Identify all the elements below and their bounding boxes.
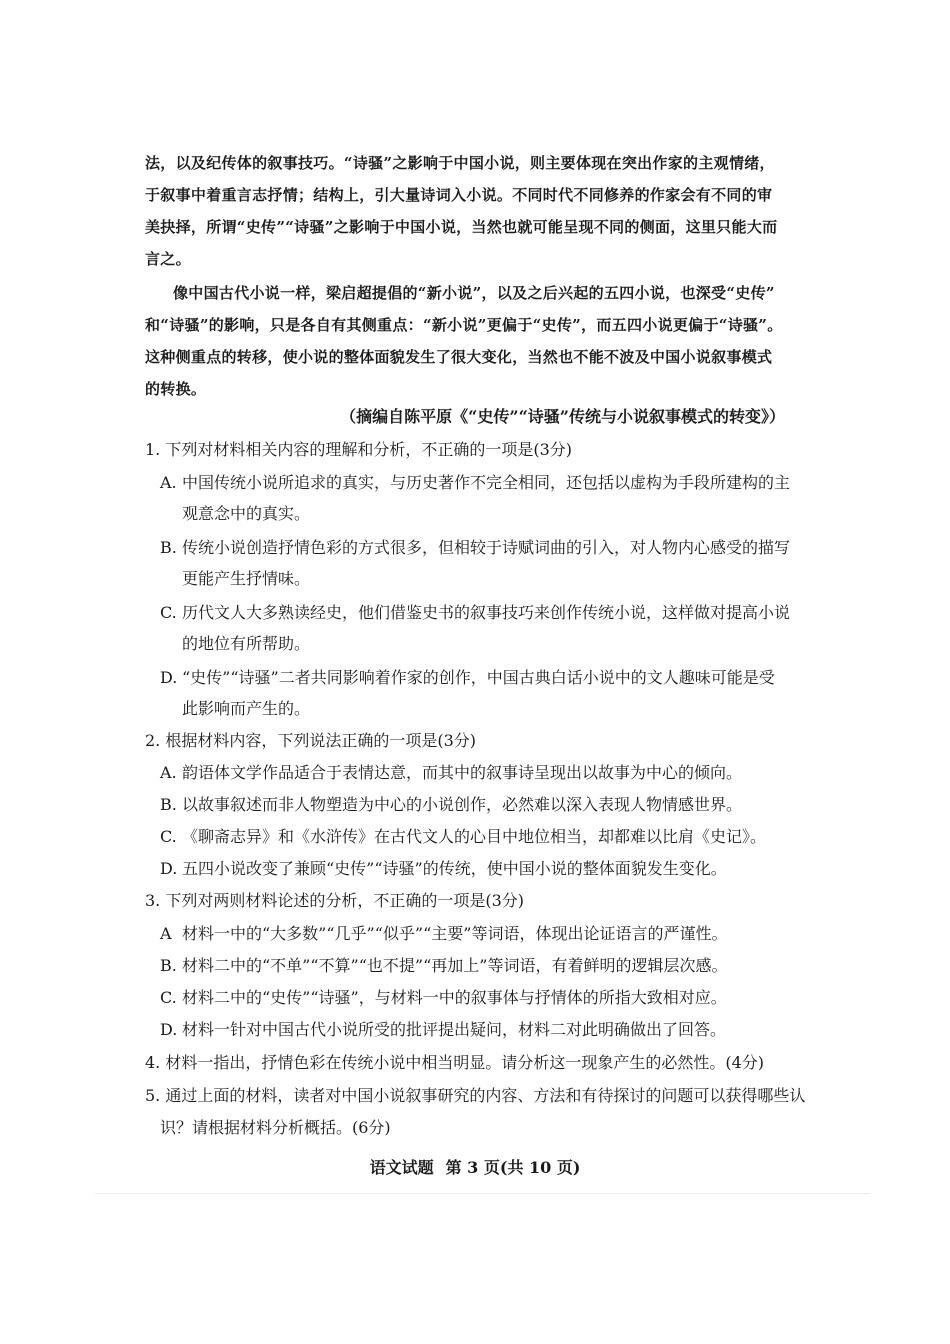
question-3-option-c xyxy=(160,985,790,1008)
question-1-stem: 1. 下列对材料相关内容的理解和分析，不正确的一项是(3分) xyxy=(145,440,573,459)
question-3-option-d xyxy=(160,1017,790,1040)
option-text: 材料一中的“大多数”“几乎”“似乎”“主要”等词语，体现出论证语言的严谨性。 xyxy=(182,924,728,943)
option-text-cont: 观意念中的真实。 xyxy=(182,504,311,523)
option-letter: A. xyxy=(160,763,177,782)
option-text: 以故事叙述而非人物塑造为中心的小说创作，必然难以深入表现人物情感世界。 xyxy=(182,795,743,814)
question-3-option-b xyxy=(160,953,790,976)
option-text: 韵语体文学作品适合于表情达意，而其中的叙事诗呈现出以故事为中心的倾向。 xyxy=(182,763,743,782)
option-letter: D. xyxy=(160,668,178,687)
question-3-stem: 3. 下列对两则材料论述的分析，不正确的一项是(3分) xyxy=(145,891,525,910)
passage-line: 言之。 xyxy=(145,250,191,268)
question-5-stem: 5. 通过上面的材料，读者对中国小说叙事研究的内容、方法和有待探讨的问题可以获得哪些认 xyxy=(145,1086,806,1105)
question-5-stem-cont: 识？请根据材料分析概括。(6分) xyxy=(160,1118,391,1137)
option-letter: C. xyxy=(160,603,177,622)
question-4-stem: 4. 材料一指出，抒情色彩在传统小说中相当明显。请分析这一现象产生的必然性。(4分) xyxy=(145,1053,765,1072)
option-text: 五四小说改变了兼顾“史传”“诗骚”的传统，使中国小说的整体面貌发生变化。 xyxy=(182,859,727,878)
footer-subject: 语文试题 xyxy=(369,1158,434,1177)
passage-line: 这种侧重点的转移，使小说的整体面貌发生了很大变化，当然也不能不波及中国小说叙事模式 xyxy=(145,348,773,366)
passage-line: 的转换。 xyxy=(145,380,207,398)
question-2-option-c xyxy=(160,824,790,847)
option-letter: A xyxy=(160,924,172,943)
option-text-cont: 的地位有所帮助。 xyxy=(182,634,311,653)
option-text-cont: 更能产生抒情味。 xyxy=(182,569,311,588)
option-letter: A. xyxy=(160,473,177,492)
question-3-option-a xyxy=(160,921,790,944)
passage-source: （摘编自陈平原《“史传”“诗骚”传统与小说叙事模式的转变》） xyxy=(340,407,785,426)
question-1-option-b xyxy=(160,535,790,558)
page-divider xyxy=(95,1193,870,1194)
option-letter: C. xyxy=(160,988,177,1007)
passage-line: 于叙事中着重言志抒情；结构上，引大量诗词入小说。不同时代不同修养的作家会有不同的审 xyxy=(145,186,773,204)
passage-line: 像中国古代小说一样，梁启超提倡的“新小说”，以及之后兴起的五四小说，也深受“史传” xyxy=(173,284,775,302)
option-letter: D. xyxy=(160,859,178,878)
question-2-option-a xyxy=(160,760,790,783)
option-letter: D. xyxy=(160,1020,178,1039)
option-text: 历代文人大多熟读经史，他们借鉴史书的叙事技巧来创作传统小说，这样做对提高小说 xyxy=(182,603,791,622)
option-text: 传统小说创造抒情色彩的方式很多，但相较于诗赋词曲的引入，对人物内心感受的描写 xyxy=(182,538,791,557)
option-letter: C. xyxy=(160,827,177,846)
question-1-option-a xyxy=(160,470,790,493)
question-1-option-c xyxy=(160,600,790,623)
option-text: 《聊斋志异》和《水浒传》在古代文人的心目中地位相当，却都难以比肩《史记》。 xyxy=(182,827,767,846)
option-letter: B. xyxy=(160,956,177,975)
option-text: 材料二中的“史传”“诗骚”，与材料一中的叙事体与抒情体的所指大致相对应。 xyxy=(182,988,727,1007)
option-letter: B. xyxy=(160,795,177,814)
question-1-option-d xyxy=(160,665,790,688)
question-2-option-d xyxy=(160,856,790,879)
page-footer xyxy=(0,1155,950,1178)
passage-line: 和“诗骚”的影响，只是各自有其侧重点：“新小说”更偏于“史传”，而五四小说更偏于“诗骚”。 xyxy=(145,316,783,334)
question-2-option-b xyxy=(160,792,790,815)
passage-line: 美抉择，所谓“史传”“诗骚”之影响于中国小说，当然也就可能呈现不同的侧面，这里只能大而 xyxy=(145,218,778,236)
option-text-cont: 此影响而产生的。 xyxy=(182,699,311,718)
question-2-stem: 2. 根据材料内容，下列说法正确的一项是(3分) xyxy=(145,731,477,750)
option-letter: B. xyxy=(160,538,177,557)
option-text: 中国传统小说所追求的真实，与历史著作不完全相同，还包括以虚构为手段所建构的主 xyxy=(182,473,791,492)
passage-line: 法，以及纪传体的叙事技巧。“诗骚”之影响于中国小说，则主要体现在突出作家的主观情绪， xyxy=(145,154,775,172)
footer-page-number: 第 3 页(共 10 页) xyxy=(445,1158,581,1177)
option-text: “史传”“诗骚”二者共同影响着作家的创作，中国古典白话小说中的文人趣味可能是受 xyxy=(182,668,775,687)
option-text: 材料一针对中国古代小说所受的批评提出疑问，材料二对此明确做出了回答。 xyxy=(182,1020,727,1039)
option-text: 材料二中的“不单”“不算”“也不提”“再加上”等词语，有着鲜明的逻辑层次感。 xyxy=(182,956,728,975)
